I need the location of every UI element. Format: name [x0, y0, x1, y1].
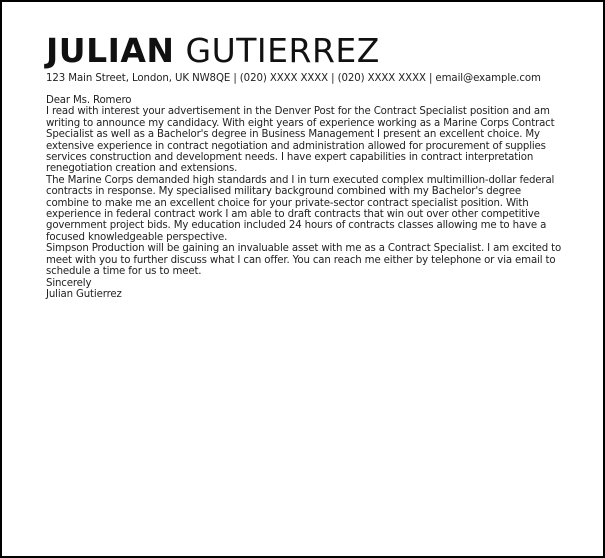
last-name: GUTIERREZ	[185, 31, 380, 70]
letter-header	[46, 32, 566, 86]
paragraph-2: The Marine Corps demanded high standards and I in turn executed complex multimillion-dollar federal contracts in response. My specialised military background combined with my Bachelor's degree combine to make me an excellent choice for your private-sector contract specialist position. With experience in federal contract work I am able to draft contracts that win out over other competitive government project bids. My education included 24 hours of contracts classes allowing me to have a focused knowledgeable perspective.	[46, 174, 555, 243]
greeting: Dear Ms. Romero	[46, 95, 132, 106]
applicant-name	[46, 32, 566, 70]
closing: Sincerely	[46, 277, 92, 289]
first-name: JULIAN	[46, 31, 175, 70]
contact-line: 123 Main Street, London, UK NW8QE | (020) XXXX XXXX | (020) XXXX XXXX | email@example.com	[46, 73, 541, 84]
paragraph-1: I read with interest your advertisement in the Denver Post for the Contract Specialist position and am writing to announce my candidacy. With eight years of experience working as a Marine Corps Contract Specialist as well as a Bachelor's degree in Business Management I present an excellent choice. My extensive experience in contract negotiation and administration allowed for procurement of supplies services construction and development needs. I have expert capabilities in contract interpretation renegotiation creation and extensions.	[46, 106, 555, 175]
letter-body	[46, 95, 566, 300]
paragraph-3: Simpson Production will be gaining an invaluable asset with me as a Contract Specialist. I am excited to meet with you to further discuss what I can offer. You can reach me either by telephone or via email to schedule a time for us to meet.	[46, 243, 562, 278]
signature-name: Julian Gutierrez	[46, 288, 122, 300]
